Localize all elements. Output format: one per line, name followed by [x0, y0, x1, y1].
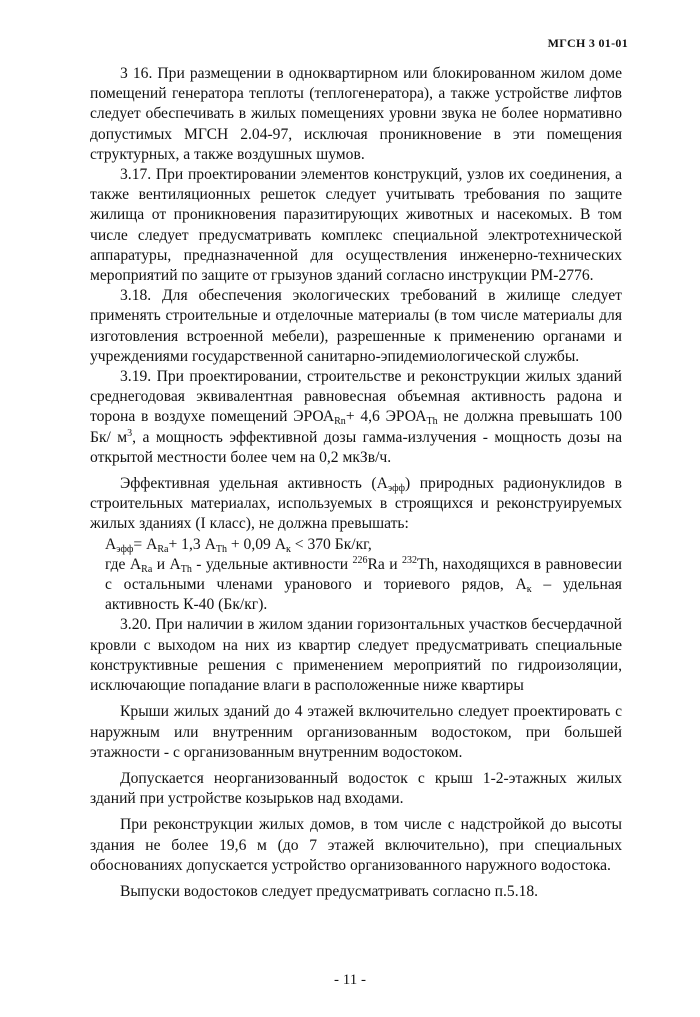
formula-explanation: где $А_{Ra}$ и $А_{Th}$ - удельные активности $^{226}$Ra и $^{232}$Th, находящихся в равновесии с остальными членами уранового и ториевого рядов, $А_к$ – удельная активность К-40 (Бк/кг).: [105, 554, 623, 614]
page-number: - 11 -: [334, 972, 366, 988]
document-body: [90, 64, 622, 902]
paragraph-3-16: 3 16. При размещении в одноквартирном или блокированном жилом доме помещений генератора теплоты (теплогенератора), а также устройстве лифтов следует обеспечивать в жилых помещениях уровни звука не более нормативно допустимых МГСН 2.04-97, исключая проникновение в эти помещения структурных, а также воздушных шумов.: [90, 65, 622, 163]
activity-formula: $А_{эфф}= А_{Ra}+ 1,3$ $А_{Th} + 0,09$ $А_к < 370$ Бк/кг,: [105, 535, 372, 555]
document-code: МГСН 3 01-01: [547, 36, 628, 50]
paragraph-roofs: Крыши жилых зданий до 4 этажей включительно следует проектировать с наружным или внутренним организованным водостоком, при большей этажности - с организованным внутренним водостоком.: [90, 703, 622, 761]
paragraph-3-18: 3.18. Для обеспечения экологических требований в жилище следует применять строительные и отделочные материалы (в том числе материалы для изготовления встроенной мебели), разрешенные к применению органами и учреждениями государственной санитарно-эпидемиологической службы.: [90, 287, 622, 365]
paragraph-effective-activity: Эффективная удельная активность $(А_{эфф})$ природных радионуклидов в строительных материалах, используемых в строящихся и реконструируемых жилых зданиях (I класс), не должна превышать:: [90, 475, 622, 533]
paragraph-3-19: 3.19. При проектировании, строительстве и реконструкции жилых зданий среднегодовая эквивалентная равновесная объемная активность радона и торона в воздухе помещений $ЭРОА_{Rn}+ 4,6$ $ЭРОА_{Th}$ не должна превышать 100 Бк/ $м^3$, а мощность эффективной дозы гамма-излучения - мощность дозы на открытой местности более чем на 0,2 мкЗв/ч.: [90, 368, 622, 466]
paragraph-3-17: 3.17. При проектировании элементов конструкций, узлов их соединения, а также вентиляционных решеток следует учитывать требования по защите жилища от проникновения паразитирующих животных и насекомых. В том числе следует предусматривать комплекс специальной электротехнической аппаратуры, предназначенной для осуществления инженерно-технических мероприятий по защите от грызунов зданий согласно инструкции РМ-2776.: [90, 166, 622, 285]
paragraph-drain-outlets: Выпуски водостоков следует предусматривать согласно п.5.18.: [120, 882, 539, 900]
paragraph-unorganized-drain: Допускается неорганизованный водосток с крыш 1-2-этажных жилых зданий при устройстве козырьков над входами.: [90, 769, 622, 808]
paragraph-reconstruction: При реконструкции жилых домов, в том числе с надстройкой до высоты здания не более 19,6 м (до 7 этажей включительно), при специальных обоснованиях допускается устройство организованного наружного водостока.: [90, 816, 622, 874]
paragraph-3-20: 3.20. При наличии в жилом здании горизонтальных участков бесчердачной кровли с выходом на них из квартир следует предусматривать специальные конструктивные решения с применением мероприятий по гидроизоляции, исключающие попадание влаги в расположенные ниже квартиры: [90, 616, 622, 695]
